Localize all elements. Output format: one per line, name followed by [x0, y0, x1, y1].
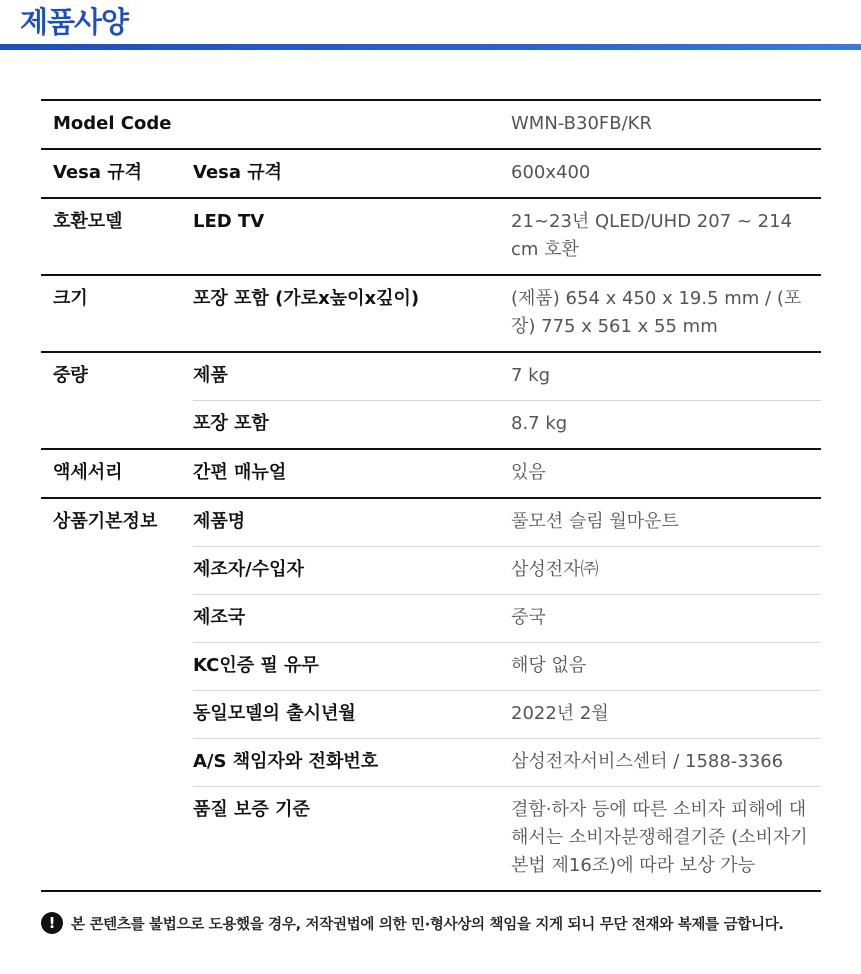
notice-text: 본 콘텐츠를 불법으로 도용했을 경우, 저작권법에 의한 민·형사상의 책임을 지게 되니 무단 전재와 복제를 금합니다. [71, 916, 784, 933]
spec-category [41, 547, 193, 595]
spec-row-manufacturer [41, 547, 821, 595]
spec-row-kc-cert [41, 643, 821, 691]
spec-value: 해당 없음 [511, 643, 821, 691]
spec-item: 제품 [193, 352, 511, 401]
spec-category: 액세서리 [41, 449, 193, 498]
spec-item: 동일모델의 출시년월 [193, 691, 511, 739]
spec-category: Model Code [53, 113, 172, 134]
spec-value: 풀모션 슬림 월마운트 [511, 498, 821, 547]
spec-category: 중량 [41, 352, 193, 401]
spec-item: 제품명 [193, 498, 511, 547]
spec-row-warranty [41, 787, 821, 892]
spec-value: (제품) 654 x 450 x 19.5 mm / (포장) 775 x 561 x 55 mm [511, 275, 821, 352]
spec-row-size [41, 275, 821, 352]
spec-row-weight-packaged [41, 401, 821, 450]
copyright-notice [41, 910, 784, 936]
spec-item: 간편 매뉴얼 [193, 449, 511, 498]
spec-item: 제조국 [193, 595, 511, 643]
page-header [0, 0, 861, 52]
exclamation-icon: ! [41, 912, 63, 934]
spec-item: 포장 포함 [193, 401, 511, 450]
spec-value: 21~23년 QLED/UHD 207 ~ 214 cm 호환 [511, 198, 821, 275]
spec-row-accessory [41, 449, 821, 498]
spec-value: 2022년 2월 [511, 691, 821, 739]
spec-table [41, 99, 821, 892]
spec-category [41, 787, 193, 892]
spec-category [41, 401, 193, 450]
spec-value: 삼성전자서비스센터 / 1588-3366 [511, 739, 821, 787]
spec-category: 호환모델 [41, 198, 193, 275]
spec-value: 있음 [511, 449, 821, 498]
spec-row-origin [41, 595, 821, 643]
spec-category [41, 691, 193, 739]
spec-category: 크기 [41, 275, 193, 352]
spec-value: 삼성전자㈜ [511, 547, 821, 595]
spec-category [41, 595, 193, 643]
title-underline-bar [0, 44, 861, 50]
spec-item: KC인증 필 유무 [193, 643, 511, 691]
spec-value: 중국 [511, 595, 821, 643]
spec-item: Vesa 규격 [193, 149, 511, 198]
spec-value: 8.7 kg [511, 401, 821, 450]
spec-row-model-code [41, 100, 821, 149]
spec-row-weight-product [41, 352, 821, 401]
spec-row-release-date [41, 691, 821, 739]
spec-row-product-name [41, 498, 821, 547]
spec-category: Vesa 규격 [41, 149, 193, 198]
spec-value: WMN-B30FB/KR [511, 113, 652, 134]
spec-item: LED TV [193, 198, 511, 275]
spec-item: A/S 책임자와 전화번호 [193, 739, 511, 787]
spec-item: 품질 보증 기준 [193, 787, 511, 892]
spec-item [193, 100, 511, 149]
spec-row-as-contact [41, 739, 821, 787]
spec-value: 7 kg [511, 352, 821, 401]
spec-category: 상품기본정보 [41, 498, 193, 547]
spec-row-vesa [41, 149, 821, 198]
spec-category [41, 739, 193, 787]
spec-item: 포장 포함 (가로x높이x깊이) [193, 275, 511, 352]
spec-category [41, 643, 193, 691]
spec-value: 결함·하자 등에 따른 소비자 피해에 대해서는 소비자분쟁해결기준 (소비자기본법 제16조)에 따라 보상 가능 [511, 787, 821, 892]
spec-row-compatible-model [41, 198, 821, 275]
spec-value: 600x400 [511, 149, 821, 198]
page-title: 제품사양 [20, 5, 129, 39]
spec-item: 제조자/수입자 [193, 547, 511, 595]
